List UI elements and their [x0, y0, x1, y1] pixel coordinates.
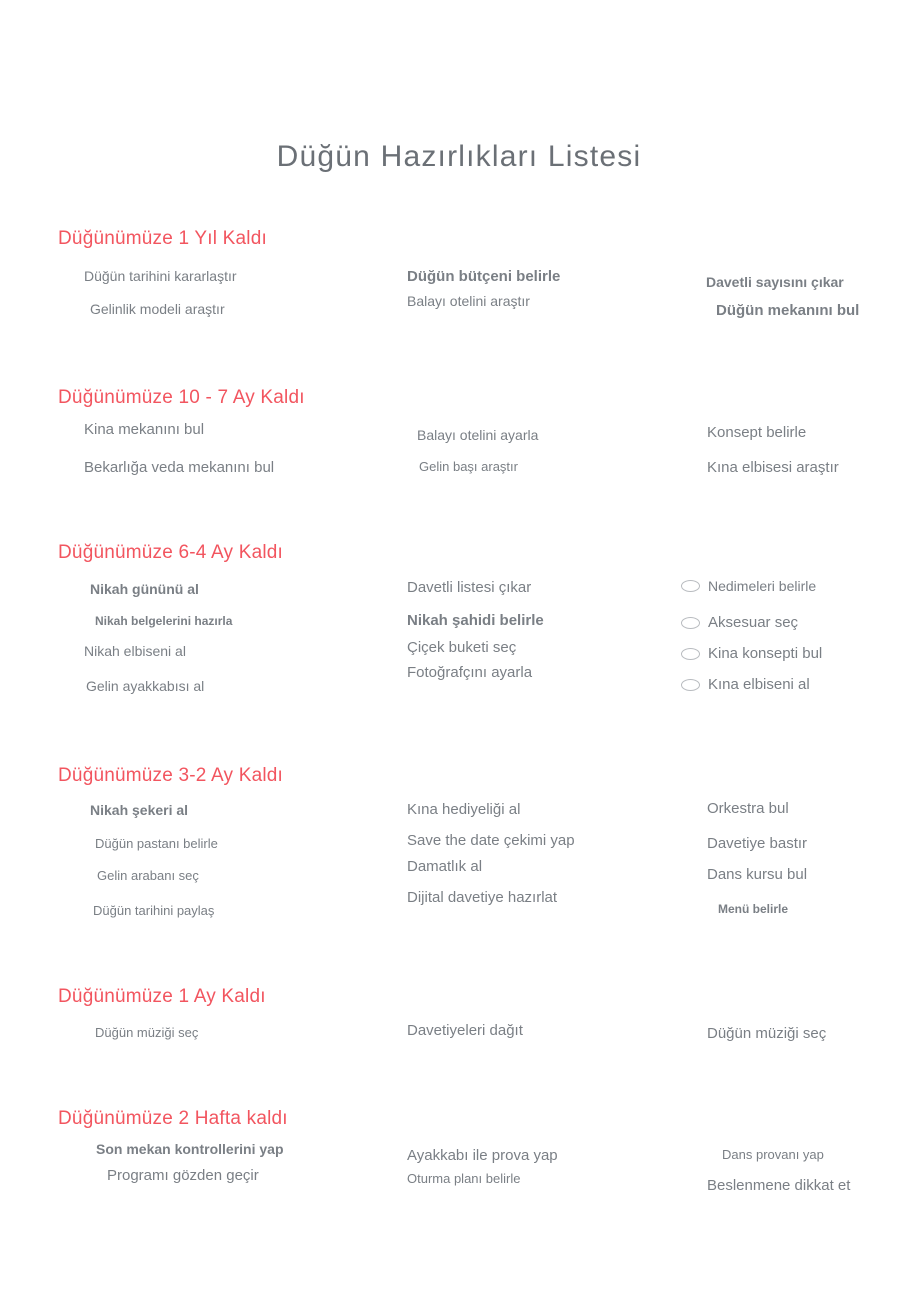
checklist-item[interactable]: Gelinlik modeli araştır — [90, 301, 225, 317]
checklist-item[interactable]: Düğün müziği seç — [707, 1025, 827, 1042]
checklist-item[interactable]: Düğün tarihini kararlaştır — [84, 268, 237, 284]
checklist-item[interactable]: Kına hediyeliği al — [407, 801, 521, 818]
checklist-item-label: Kina konsepti bul — [708, 645, 823, 662]
checklist-item[interactable]: Programı gözden geçir — [107, 1167, 259, 1184]
checklist-item[interactable]: Dans kursu bul — [707, 866, 808, 883]
section-heading: Düğünümüze 6-4 Ay Kaldı — [58, 542, 284, 563]
checklist-item[interactable]: Düğün bütçeni belirle — [407, 268, 561, 285]
checklist-item[interactable]: Kina mekanını bul — [84, 421, 205, 438]
checklist-item[interactable]: Nikah şahidi belirle — [407, 612, 544, 629]
checklist-item[interactable]: Kına elbisesi araştır — [707, 459, 839, 476]
checklist-item[interactable]: Düğün müziği seç — [95, 1025, 199, 1040]
checklist-item[interactable]: Gelin başı araştır — [419, 459, 518, 474]
checklist-item[interactable]: Oturma planı belirle — [407, 1171, 521, 1186]
checkbox-oval-icon[interactable] — [681, 580, 700, 592]
checklist-item-label: Kına elbiseni al — [708, 676, 810, 693]
page-title: Düğün Hazırlıkları Listesi — [276, 140, 642, 173]
checklist-item[interactable]: Fotoğrafçını ayarla — [407, 664, 533, 681]
checklist-item[interactable]: Balayı otelini ayarla — [417, 427, 539, 443]
checklist-item[interactable]: Orkestra bul — [707, 800, 789, 817]
checklist-item[interactable]: Nikah elbiseni al — [84, 643, 186, 659]
checklist-item[interactable]: Davetiyeleri dağıt — [407, 1022, 523, 1039]
checklist-item[interactable]: Bekarlığa veda mekanını bul — [84, 459, 275, 476]
checklist-item[interactable]: Konsept belirle — [707, 424, 807, 441]
checklist-item[interactable]: Düğün pastanı belirle — [95, 836, 218, 851]
section-heading: Düğünümüze 1 Yıl Kaldı — [58, 228, 267, 249]
checklist-item[interactable]: Son mekan kontrollerini yap — [96, 1141, 284, 1157]
checklist-item-with-checkbox[interactable] — [681, 645, 822, 662]
checklist-item[interactable]: Gelin arabanı seç — [97, 868, 199, 883]
checklist-item-with-checkbox[interactable] — [681, 614, 798, 631]
checklist-item[interactable]: Nikah gününü al — [90, 581, 199, 597]
checklist-item[interactable]: Beslenmene dikkat et — [707, 1177, 851, 1194]
checklist-item-label: Nedimeleri belirle — [708, 578, 817, 594]
checklist-item[interactable]: Çiçek buketi seç — [407, 639, 517, 656]
checklist-item[interactable]: Nikah şekeri al — [90, 802, 189, 818]
checklist-item[interactable]: Davetiye bastır — [707, 835, 808, 852]
section-heading: Düğünümüze 2 Hafta kaldı — [58, 1108, 288, 1129]
checklist-item[interactable]: Dans provanı yap — [722, 1147, 824, 1162]
checklist-item-label: Aksesuar seç — [708, 614, 799, 631]
section-heading: Düğünümüze 10 - 7 Ay Kaldı — [58, 387, 305, 408]
checklist-item[interactable]: Düğün tarihini paylaş — [93, 903, 215, 918]
checklist-item[interactable]: Save the date çekimi yap — [407, 832, 575, 849]
checklist-item[interactable]: Davetli listesi çıkar — [407, 579, 532, 596]
checkbox-oval-icon[interactable] — [681, 679, 700, 691]
checklist-item[interactable]: Davetli sayısını çıkar — [706, 274, 844, 290]
checklist-item[interactable]: Düğün mekanını bul — [716, 302, 860, 319]
checklist-item[interactable]: Balayı otelini araştır — [407, 293, 530, 309]
section-heading: Düğünümüze 1 Ay Kaldı — [58, 986, 266, 1007]
checkbox-oval-icon[interactable] — [681, 648, 700, 660]
checklist-item[interactable]: Dijital davetiye hazırlat — [407, 889, 558, 906]
checklist-item[interactable]: Nikah belgelerini hazırla — [95, 614, 233, 628]
checklist-item-with-checkbox[interactable] — [681, 578, 816, 594]
checklist-item[interactable]: Menü belirle — [718, 902, 789, 916]
section-heading: Düğünümüze 3-2 Ay Kaldı — [58, 765, 284, 786]
checklist-item[interactable]: Ayakkabı ile prova yap — [407, 1147, 558, 1164]
checklist-item-with-checkbox[interactable] — [681, 676, 810, 693]
checkbox-oval-icon[interactable] — [681, 617, 700, 629]
checklist-item[interactable]: Gelin ayakkabısı al — [86, 678, 205, 694]
checklist-item[interactable]: Damatlık al — [407, 858, 483, 875]
